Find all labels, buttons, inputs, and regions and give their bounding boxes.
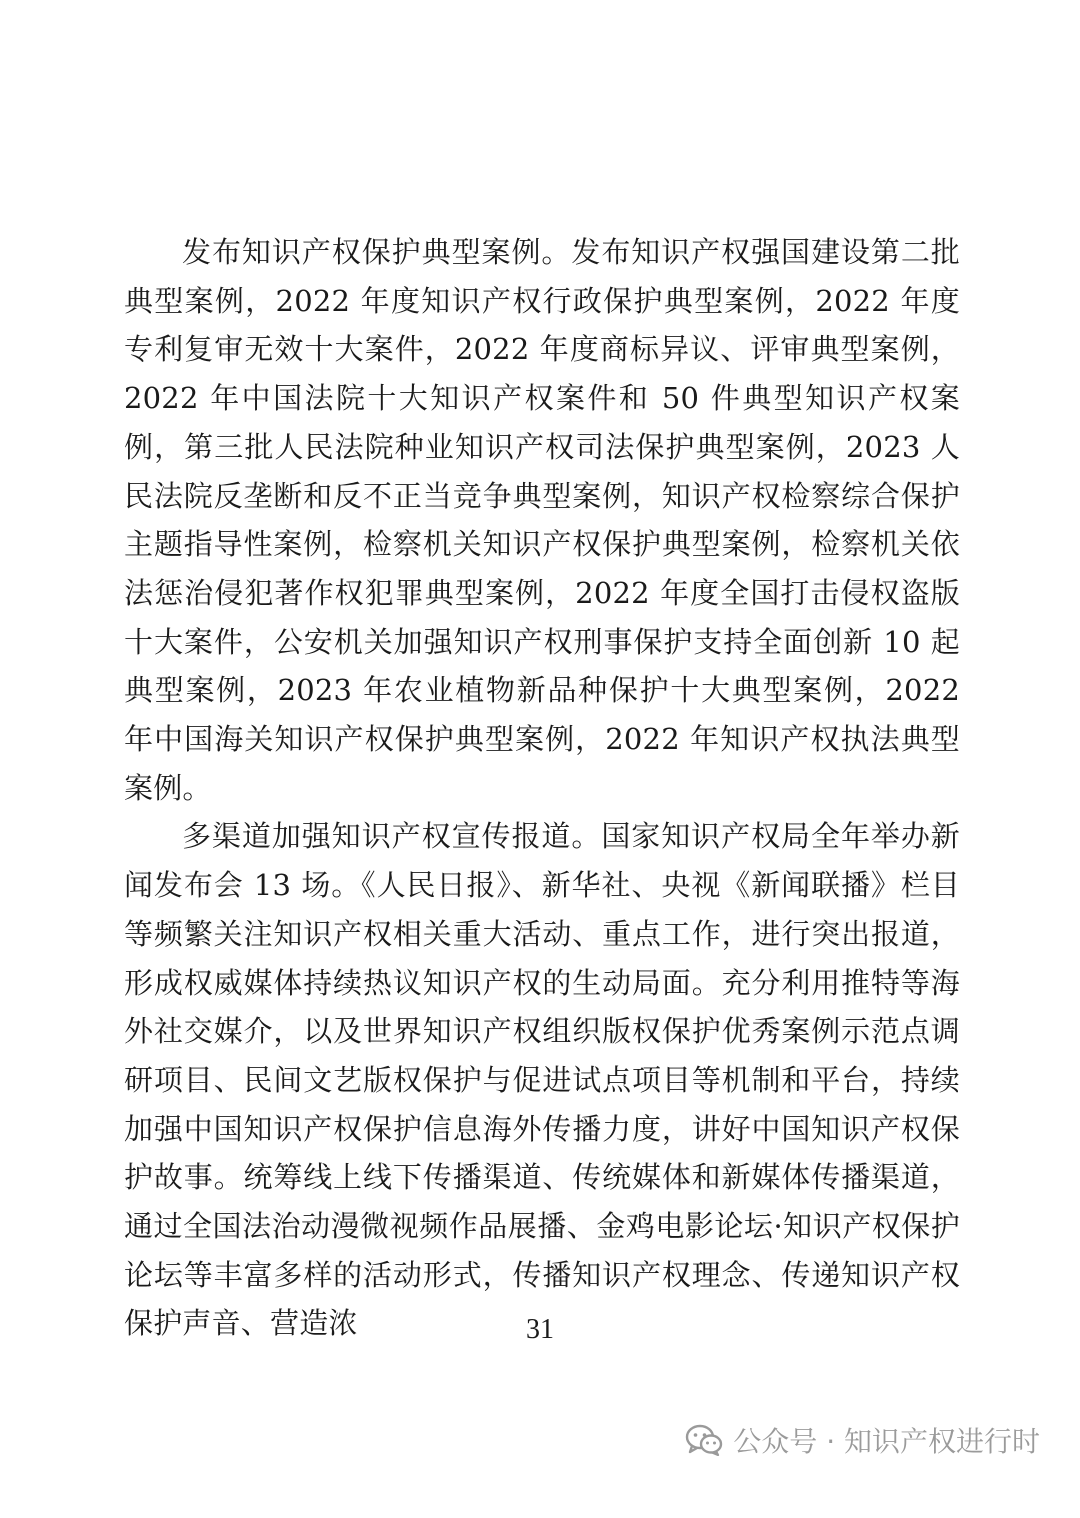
page-number: 31: [526, 1314, 554, 1345]
paragraph-publicity: 多渠道加强知识产权宣传报道。国家知识产权局全年举办新闻发布会 13 场。《人民日报》、新华社、央视《新闻联播》栏目等频繁关注知识产权相关重大活动、重点工作，进行突出报道，形成权威媒体持续热议知识产权的生动局面。充分利用推特等海外社交媒介，以及世界知识产权组织版权保护优秀案例示范点调研项目、民间文艺版权保护与促进试点项目等机制和平台，持续加强中国知识产权保护信息海外传播力度，讲好中国知识产权保护故事。统筹线上线下传播渠道、传统媒体和新媒体传播渠道，通过全国法治动漫微视频作品展播、金鸡电影论坛·知识产权保护论坛等丰富多样的活动形式，传播知识产权理念、传递知识产权保护声音、营造浓: [124, 819, 960, 1341]
wechat-icon: [685, 1424, 723, 1456]
body-text: [124, 228, 960, 1348]
watermark: [685, 1420, 1040, 1460]
paragraph-typical-cases: 发布知识产权保护典型案例。发布知识产权强国建设第二批典型案例，2022 年度知识产权行政保护典型案例，2022 年度专利复审无效十大案件，2022 年度商标异议、评审典型案例，2022 年中国法院十大知识产权案件和 50 件典型知识产权案例，第三批人民法院种业知识产权司法保护典型案例，2023 人民法院反垄断和反不正当竞争典型案例，知识产权检察综合保护主题指导性案例，检察机关知识产权保护典型案例，检察机关依法惩治侵犯著作权犯罪典型案例，2022 年度全国打击侵权盗版十大案件，公安机关加强知识产权刑事保护支持全面创新 10 起典型案例，2023 年农业植物新品种保护十大典型案例，2022 年中国海关知识产权保护典型案例，2022 年知识产权执法典型案例。: [124, 235, 960, 805]
watermark-text: 公众号 · 知识产权进行时: [733, 1425, 1040, 1458]
